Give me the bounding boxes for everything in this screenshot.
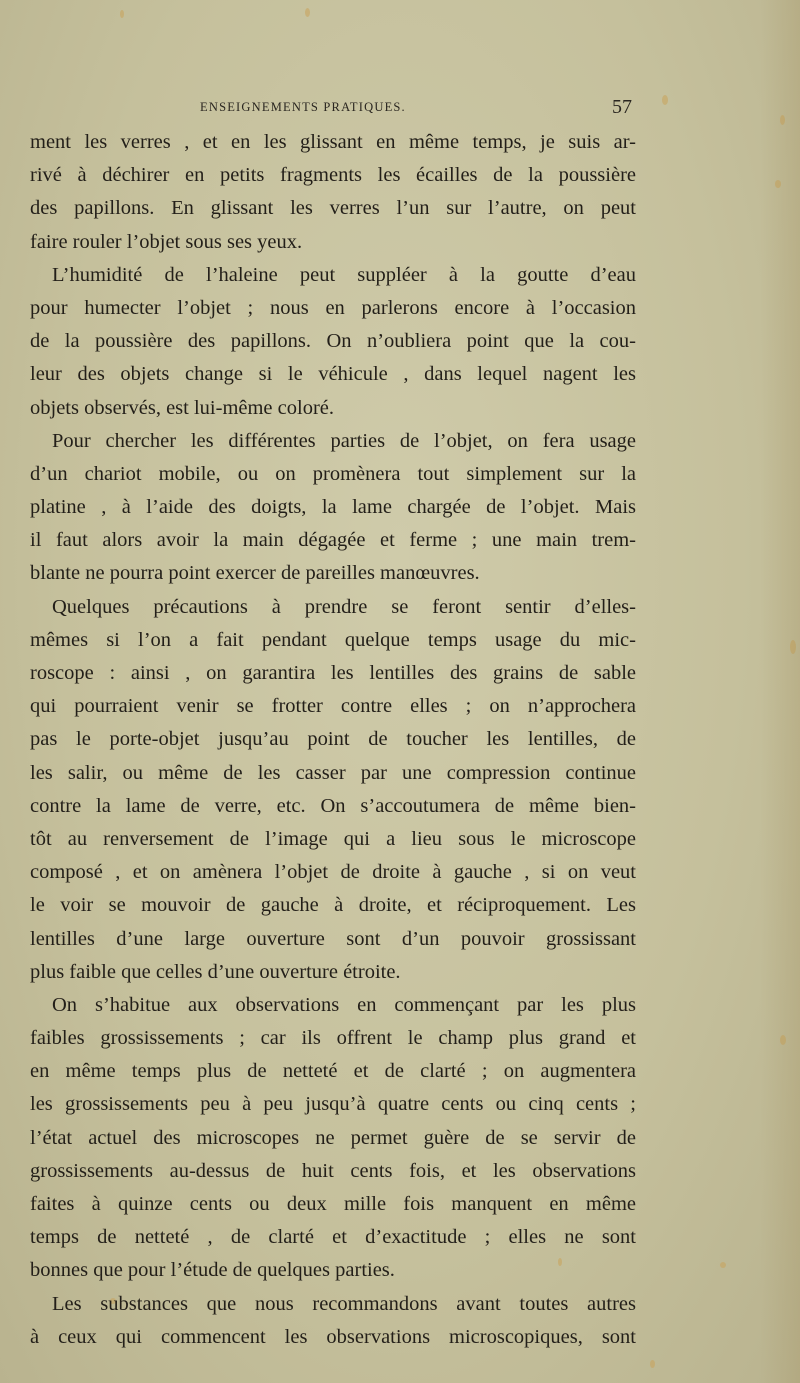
text-line: tôt au renversement de l’image qui a lieu sous le microscope <box>30 827 636 850</box>
text-line: bonnes que pour l’étude de quelques parties. <box>30 1259 395 1282</box>
body-text <box>30 126 636 1354</box>
text-line: mêmes si l’on a fait pendant quelque temps usage du mic- <box>30 628 636 651</box>
foxing-spot <box>305 8 310 17</box>
foxing-spot <box>775 180 781 188</box>
foxing-spot <box>780 115 785 125</box>
text-line: objets observés, est lui-même coloré. <box>30 396 334 419</box>
text-line: de la poussière des papillons. On n’oubliera point que la cou- <box>30 330 636 353</box>
text-line: ment les verres , et en les glissant en même temps, je suis ar- <box>30 131 636 153</box>
text-line: les grossissements peu à peu jusqu’à quatre cents ou cinq cents ; <box>30 1093 636 1116</box>
foxing-spot <box>790 640 796 654</box>
page-header <box>30 96 630 126</box>
text-line: Quelques précautions à prendre se feront sentir d’elles- <box>52 595 636 618</box>
text-line: roscope : ainsi , on garantira les lentilles des grains de sable <box>30 662 636 684</box>
text-line: plus faible que celles d’une ouverture étroite. <box>30 960 401 983</box>
text-line: composé , et on amènera l’objet de droite à gauche , si on veut <box>30 861 636 884</box>
text-line: L’humidité de l’haleine peut suppléer à la goutte d’eau <box>52 263 636 286</box>
foxing-spot <box>650 1360 655 1368</box>
text-line: le voir se mouvoir de gauche à droite, et réciproquement. Les <box>30 894 636 917</box>
text-line: à ceux qui commencent les observations microscopiques, sont <box>30 1325 636 1348</box>
text-line: platine , à l’aide des doigts, la lame chargée de l’objet. Mais <box>30 496 636 519</box>
text-line: des papillons. En glissant les verres l’un sur l’autre, on peut <box>30 197 636 220</box>
text-line: les salir, ou même de les casser par une compression continue <box>30 761 636 784</box>
text-line: l’état actuel des microscopes ne permet guère de se servir de <box>30 1126 636 1149</box>
text-line: temps de netteté , de clarté et d’exactitude ; elles ne sont <box>30 1226 636 1249</box>
text-line: pas le porte-objet jusqu’au point de toucher les lentilles, de <box>30 728 636 751</box>
text-line: rivé à déchirer en petits fragments les écailles de la poussière <box>30 164 636 187</box>
foxing-spot <box>662 95 668 105</box>
text-line: pour humecter l’objet ; nous en parlerons encore à l’occasion <box>30 296 636 319</box>
text-line: lentilles d’une large ouverture sont d’un pouvoir grossissant <box>30 927 636 950</box>
text-line: On s’habitue aux observations en commençant par les plus <box>52 993 636 1016</box>
running-head: ENSEIGNEMENTS PRATIQUES. <box>200 100 406 114</box>
text-line: en même temps plus de netteté et de clarté ; on augmentera <box>30 1060 636 1083</box>
foxing-spot <box>780 1035 786 1045</box>
foxing-spot <box>120 10 124 18</box>
text-line: leur des objets change si le véhicule , dans lequel nagent les <box>30 363 636 386</box>
page-number: 57 <box>612 96 632 118</box>
text-line: il faut alors avoir la main dégagée et ferme ; une main trem- <box>30 529 636 552</box>
text-line: faites à quinze cents ou deux mille fois manquent en même <box>30 1193 636 1215</box>
text-line: Pour chercher les différentes parties de l’objet, on fera usage <box>52 429 636 452</box>
text-line: faire rouler l’objet sous ses yeux. <box>30 230 303 253</box>
text-line: blante ne pourra point exercer de pareilles manœuvres. <box>30 562 480 585</box>
foxing-spot <box>720 1262 726 1268</box>
text-line: qui pourraient venir se frotter contre elles ; on n’approchera <box>30 695 636 718</box>
text-line: grossissements au-dessus de huit cents fois, et les observations <box>30 1159 636 1182</box>
text-line: d’un chariot mobile, ou on promènera tout simplement sur la <box>30 462 636 485</box>
text-line: faibles grossissements ; car ils offrent le champ plus grand et <box>30 1027 636 1050</box>
text-line: Les substances que nous recommandons avant toutes autres <box>52 1292 636 1315</box>
text-line: contre la lame de verre, etc. On s’accoutumera de même bien- <box>30 794 636 817</box>
